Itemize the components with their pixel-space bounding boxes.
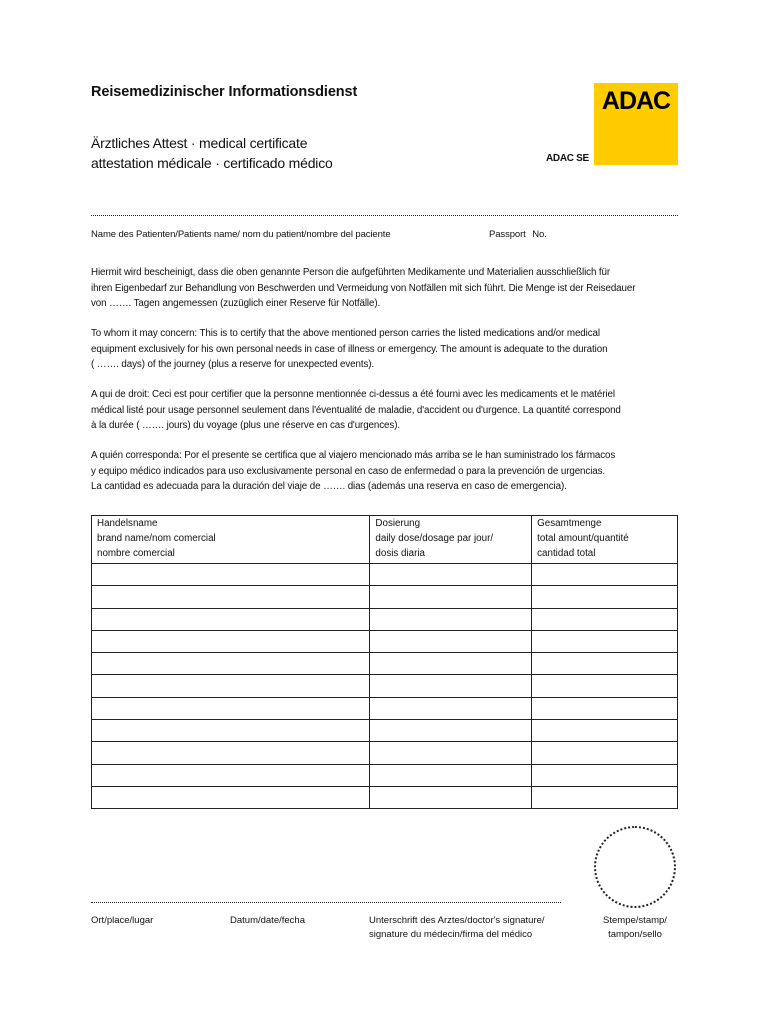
table-row — [92, 742, 678, 764]
cell-total-amount[interactable] — [532, 786, 678, 808]
header-line: Dosierung — [375, 518, 421, 529]
stamp-label-line: tampon/sello — [608, 929, 662, 940]
header-line: daily dose/dosage par jour/ — [375, 532, 494, 544]
paragraph-line: A quién corresponda: Por el presente se certifica que al viajero mencionado más arriba se le han suministrado los fármacos — [91, 450, 616, 461]
paragraph-line: ( ……. days) of the journey (plus a reserve for unexpected events). — [91, 359, 375, 371]
paragraph-english — [91, 326, 681, 373]
paragraph-line: médical listé pour usage personnel seulement dans l'éventualité de maladie, d'accident ou d'urgence. La quantité correspond — [91, 404, 621, 416]
header-line: dosis diaria — [375, 547, 425, 559]
paragraph-french — [91, 387, 681, 434]
adac-logo — [594, 83, 678, 165]
header-line: total amount/quantité — [537, 532, 629, 544]
cell-brand-name[interactable] — [92, 697, 370, 719]
place-label: Ort/place/lugar — [91, 915, 154, 926]
cell-total-amount[interactable] — [532, 630, 678, 652]
cell-daily-dose[interactable] — [370, 675, 532, 697]
cell-daily-dose[interactable] — [370, 697, 532, 719]
cell-brand-name[interactable] — [92, 630, 370, 652]
cell-total-amount[interactable] — [532, 742, 678, 764]
table-row — [92, 564, 678, 586]
paragraph-spanish — [91, 448, 681, 495]
header-brand-name — [92, 516, 370, 564]
header-line: cantidad total — [537, 547, 596, 559]
table-row — [92, 697, 678, 719]
cell-daily-dose[interactable] — [370, 586, 532, 608]
cell-total-amount[interactable] — [532, 653, 678, 675]
header-line: brand name/nom comercial — [97, 532, 216, 544]
signature-label-line: Unterschrift des Arztes/doctor's signature/ — [369, 915, 545, 926]
table-row — [92, 786, 678, 808]
cell-total-amount[interactable] — [532, 697, 678, 719]
header-line: nombre comercial — [97, 547, 175, 559]
patient-name-label: Name des Patienten/Patients name/ nom du patient/nombre del paciente — [91, 229, 391, 240]
logo-subtext: ADAC SE — [546, 153, 589, 164]
subtitle-line-2: attestation médicale · certificado médico — [91, 155, 333, 171]
cell-total-amount[interactable] — [532, 720, 678, 742]
cell-total-amount[interactable] — [532, 764, 678, 786]
cell-daily-dose[interactable] — [370, 742, 532, 764]
cell-daily-dose[interactable] — [370, 786, 532, 808]
cell-brand-name[interactable] — [92, 720, 370, 742]
header-daily-dose — [370, 516, 532, 564]
paragraph-line: y equipo médico indicados para uso exclusivamente personal en caso de enfermedad o para la prevención de urgencias. — [91, 465, 606, 477]
cell-brand-name[interactable] — [92, 564, 370, 586]
table-row — [92, 675, 678, 697]
table-row — [92, 720, 678, 742]
paragraph-line: To whom it may concern: This is to certify that the above mentioned person carries the listed medications and/or medical — [91, 328, 600, 339]
cell-brand-name[interactable] — [92, 586, 370, 608]
table-header-row — [92, 516, 678, 564]
cell-total-amount[interactable] — [532, 675, 678, 697]
header-line: Handelsname — [97, 518, 158, 529]
subtitle-line-1: Ärztliches Attest · medical certificate — [91, 135, 308, 151]
cell-daily-dose[interactable] — [370, 564, 532, 586]
cell-total-amount[interactable] — [532, 564, 678, 586]
patient-name-line[interactable] — [91, 215, 678, 216]
cell-brand-name[interactable] — [92, 742, 370, 764]
cell-brand-name[interactable] — [92, 608, 370, 630]
header-line: Gesamtmenge — [537, 518, 602, 529]
table-row — [92, 764, 678, 786]
medication-table — [91, 515, 678, 809]
signature-label-line: signature du médecin/firma del médico — [369, 929, 533, 940]
header-total-amount — [532, 516, 678, 564]
cell-total-amount[interactable] — [532, 608, 678, 630]
cell-daily-dose[interactable] — [370, 764, 532, 786]
date-label: Datum/date/fecha — [230, 915, 305, 926]
paragraph-line: equipment exclusively for his own personal needs in case of illness or emergency. The amount is adequate to the duration — [91, 343, 608, 355]
paragraph-line: von ……. Tagen angemessen (zuzüglich einer Reserve für Notfälle). — [91, 298, 381, 310]
cell-daily-dose[interactable] — [370, 630, 532, 652]
paragraph-line: Hiermit wird bescheinigt, dass die oben genannte Person die aufgeführten Medikamente und Materialien ausschließlich für — [91, 267, 611, 278]
table-row — [92, 608, 678, 630]
cell-daily-dose[interactable] — [370, 608, 532, 630]
logo-text: ADAC — [601, 87, 671, 115]
cell-brand-name[interactable] — [92, 786, 370, 808]
stamp-label-line: Stempe/stamp/ — [603, 915, 667, 926]
paragraph-line: A qui de droit: Ceci est pour certifier que la personne mentionnée ci-dessus a été fourni avec les medicaments et le matériel — [91, 389, 615, 400]
paragraph-line: à la durée ( ……. jours) du voyage (plus une réserve en cas d'urgences). — [91, 420, 400, 432]
cell-daily-dose[interactable] — [370, 653, 532, 675]
cell-brand-name[interactable] — [92, 675, 370, 697]
table-row — [92, 653, 678, 675]
signature-line[interactable] — [91, 902, 561, 903]
cell-total-amount[interactable] — [532, 586, 678, 608]
cell-daily-dose[interactable] — [370, 720, 532, 742]
stamp-label — [585, 914, 685, 942]
paragraph-line: ihren Eigenbedarf zur Behandlung von Beschwerden und Vermeidung von Notfällen mit sich führt. Die Menge ist der Reisedauer — [91, 282, 636, 294]
cell-brand-name[interactable] — [92, 653, 370, 675]
passport-label: Passport No. — [489, 229, 547, 240]
paragraph-line: La cantidad es adecuada para la duración del viaje de ……. dias (además una reserva en caso de emergencia). — [91, 481, 567, 493]
paragraph-german — [91, 265, 681, 312]
stamp-circle[interactable] — [594, 826, 676, 908]
document-title: Reisemedizinischer Informationsdienst — [91, 84, 358, 100]
signature-label — [369, 914, 545, 942]
cell-brand-name[interactable] — [92, 764, 370, 786]
table-row — [92, 630, 678, 652]
table-row — [92, 586, 678, 608]
